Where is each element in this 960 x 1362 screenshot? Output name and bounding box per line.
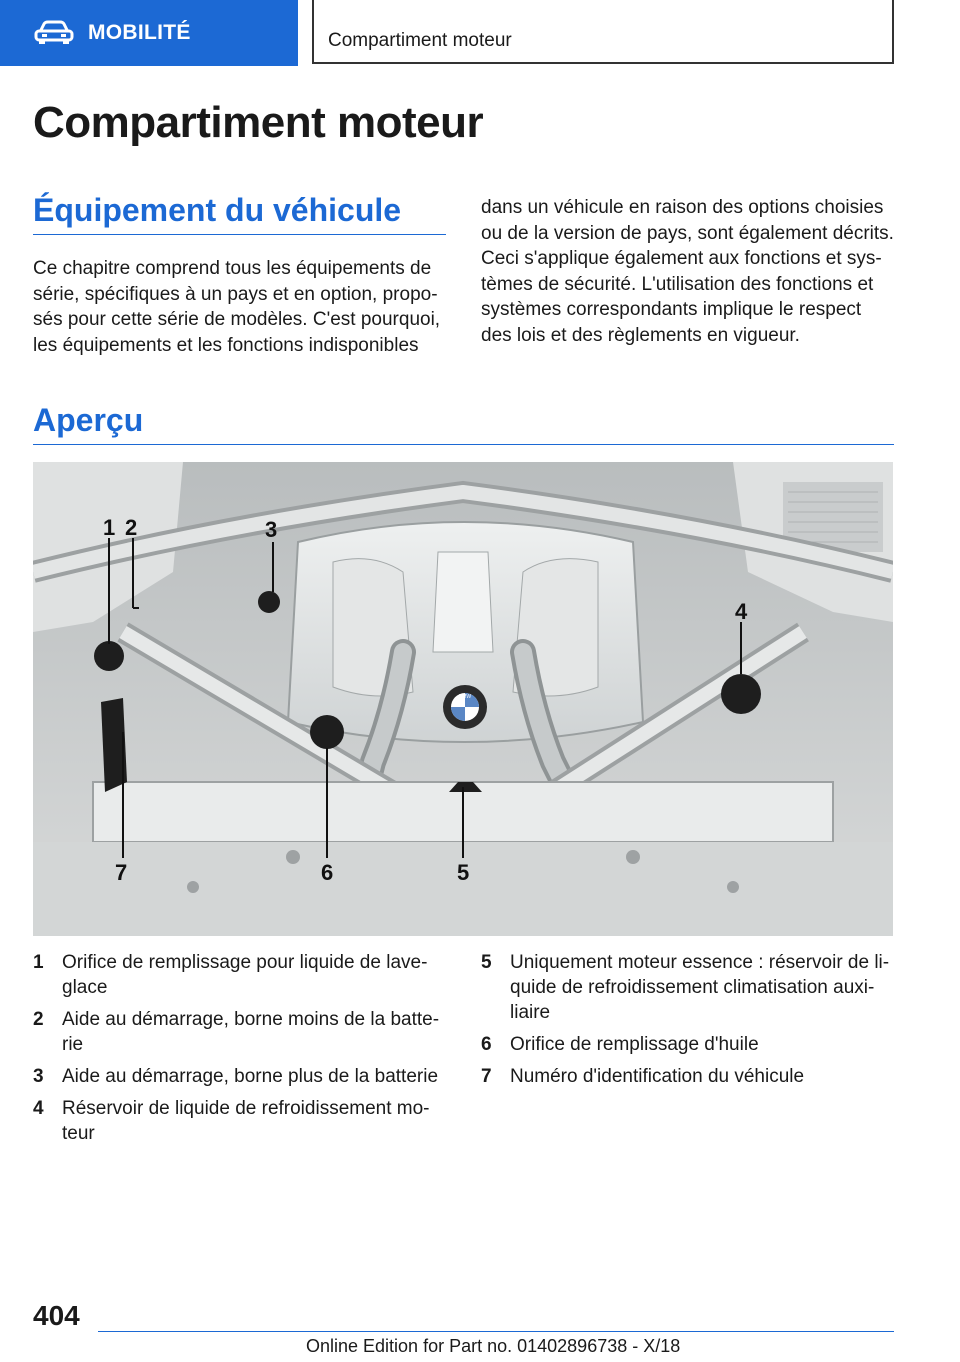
- page-header: [0, 0, 960, 66]
- section-title-equipment: Équipement du véhicule: [33, 192, 402, 228]
- page-title: Compartiment moteur: [33, 98, 484, 147]
- legend-text: Orifice de remplissage d'huile: [510, 1034, 759, 1055]
- text-line: ou de la version de pays, sont également décrits.: [481, 222, 894, 244]
- legend-item: [481, 950, 896, 1025]
- text-line: Ce chapitre comprend tous les équipements de: [33, 258, 432, 279]
- legend-text: teur: [62, 1123, 95, 1144]
- legend-text: Numéro d'identification du véhicule: [510, 1066, 805, 1087]
- breadcrumb-text: Compartiment moteur: [328, 30, 512, 51]
- edition-text: Online Edition for Part no. 01402896738 - X/18: [306, 1336, 681, 1356]
- text-line: des lois et des règlements en vigueur.: [481, 324, 800, 346]
- legend-number: 4: [33, 1098, 44, 1119]
- legend-text: Aide au démarrage, borne plus de la batterie: [62, 1066, 439, 1087]
- section-divider: [33, 234, 446, 235]
- callout-6: 6: [321, 860, 334, 885]
- legend-item: [33, 1096, 448, 1146]
- text-line: systèmes correspondants implique le respect: [481, 299, 862, 320]
- callout-3: 3: [265, 517, 278, 542]
- section-label: MOBILITÉ: [88, 21, 191, 44]
- legend-item: [481, 1064, 896, 1089]
- engine-bay-illustration: [33, 462, 893, 936]
- logo-text: BMW: [458, 694, 472, 700]
- page-number: 404: [33, 1300, 80, 1331]
- section-title-overview: Aperçu: [33, 402, 144, 438]
- legend-right: [481, 950, 896, 1096]
- callout-5: 5: [457, 860, 470, 885]
- legend-text: Aide au démarrage, borne moins de la batte-: [62, 1009, 440, 1030]
- legend-item: [33, 1064, 448, 1089]
- text-line: les équipements et les fonctions indisponibles: [33, 334, 419, 356]
- section-tab[interactable]: [0, 0, 298, 66]
- breadcrumb: [312, 0, 894, 64]
- legend-text: Réservoir de liquide de refroidissement mo-: [62, 1098, 430, 1119]
- legend-number: 1: [33, 952, 44, 973]
- intro-text-right: [481, 195, 894, 348]
- text-line: dans un véhicule en raison des options choisies: [481, 197, 884, 218]
- legend-number: 5: [481, 952, 492, 973]
- legend-item: [481, 1032, 896, 1057]
- section-divider: [33, 444, 894, 445]
- legend-text: quide de refroidissement climatisation auxi-: [510, 977, 875, 998]
- legend-number: 6: [481, 1034, 492, 1055]
- legend-left: [33, 950, 448, 1153]
- callout-4: 4: [735, 599, 748, 624]
- legend-text: glace: [62, 977, 108, 998]
- text-line: sés pour cette série de modèles. C'est pourquoi,: [33, 309, 441, 330]
- text-line: Ceci s'applique également aux fonctions et sys-: [481, 248, 882, 269]
- legend-text: Uniquement moteur essence : réservoir de li-: [510, 952, 890, 973]
- text-line: tèmes de sécurité. L'utilisation des fonctions et: [481, 273, 874, 295]
- legend-item: [33, 950, 448, 1000]
- legend-item: [33, 1007, 448, 1057]
- legend-number: 2: [33, 1009, 44, 1030]
- intro-text-left: [33, 256, 446, 358]
- callout-2: 2: [125, 515, 138, 540]
- legend-text: rie: [62, 1034, 84, 1055]
- legend-number: 3: [33, 1066, 44, 1087]
- callout-7: 7: [115, 860, 128, 885]
- car-icon: [34, 20, 74, 46]
- legend-text: Orifice de remplissage pour liquide de lave-: [62, 952, 428, 973]
- legend-text: liaire: [510, 1002, 551, 1023]
- legend-number: 7: [481, 1066, 492, 1087]
- footer-divider: [98, 1331, 894, 1332]
- callout-1: 1: [103, 515, 116, 540]
- text-line: série, spécifiques à un pays et en option, propo-: [33, 283, 438, 305]
